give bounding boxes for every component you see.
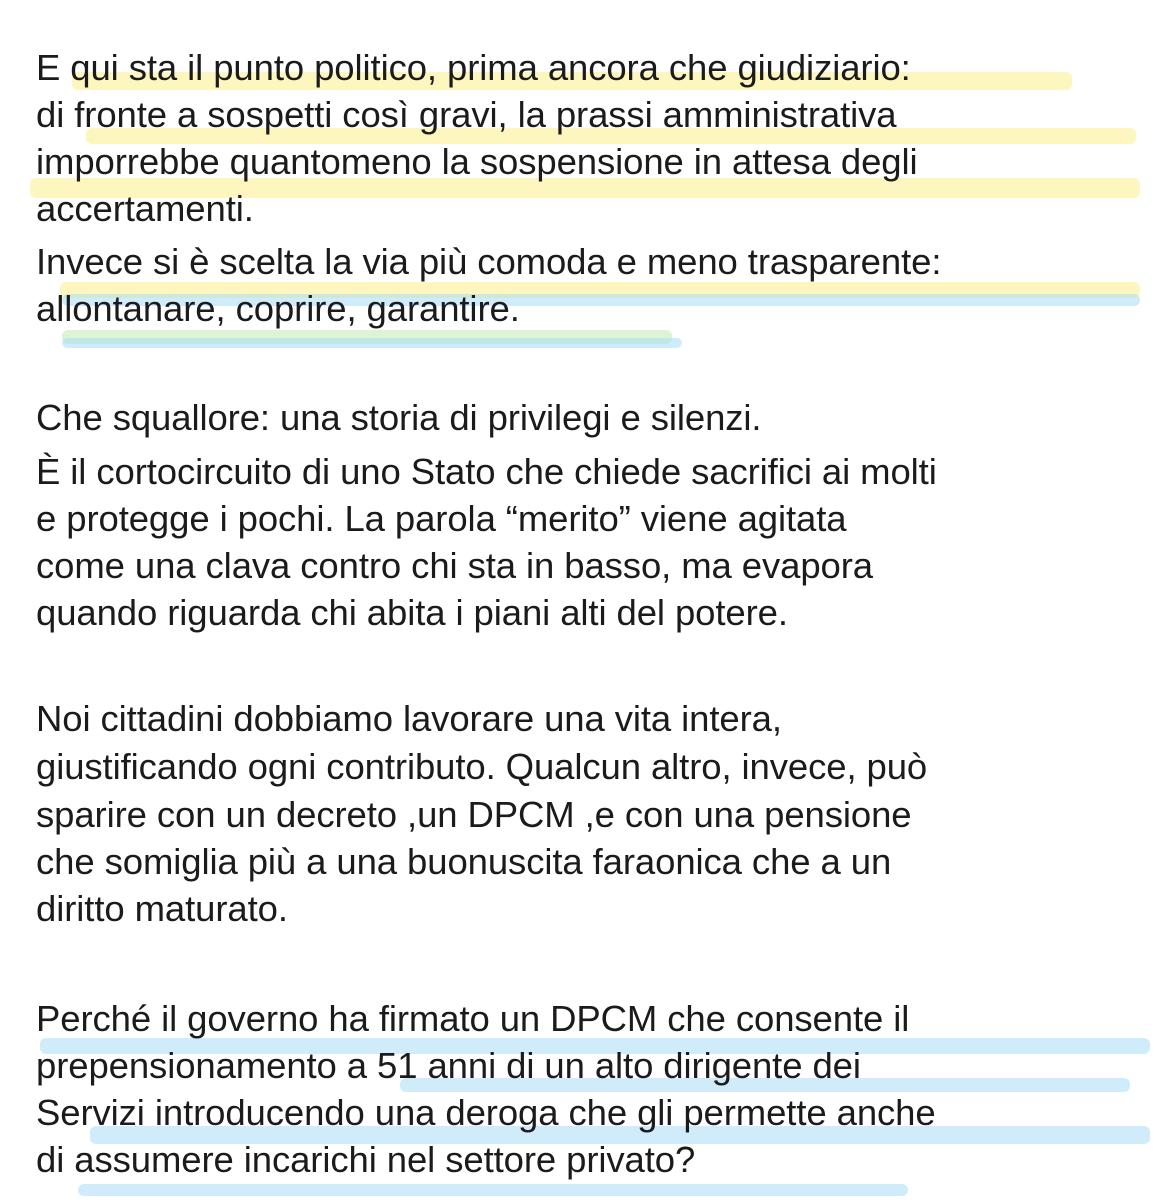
text-line: accertamenti. — [36, 188, 254, 229]
text-line: Noi cittadini dobbiamo lavorare una vita intera, — [36, 698, 782, 739]
text-line: quando riguarda chi abita i piani alti del potere. — [36, 592, 788, 633]
text-line: di assumere incarichi nel settore privato? — [36, 1139, 696, 1180]
text-line: e protegge i pochi. La parola “merito” viene agitata — [36, 498, 847, 539]
text-line: Perché il governo ha firmato un DPCM che consente il — [36, 998, 910, 1039]
text-line: allontanare, coprire, garantire. — [36, 288, 520, 329]
text-line: E qui sta il punto politico, prima ancora che giudiziario: — [36, 47, 911, 88]
text-line: giustificando ogni contributo. Qualcun altro, invece, può — [36, 746, 928, 787]
text-line: diritto maturato. — [36, 888, 288, 929]
text-line: Che squallore: una storia di privilegi e silenzi. — [36, 397, 762, 438]
text-line: come una clava contro chi sta in basso, ma evapora — [36, 545, 873, 586]
text-line: È il cortocircuito di uno Stato che chiede sacrifici ai molti — [36, 451, 937, 492]
text-line: sparire con un decreto ,un DPCM ,e con una pensione — [36, 794, 912, 835]
highlight-stroke — [78, 1184, 908, 1196]
text-line: Servizi introducendo una deroga che gli permette anche — [36, 1092, 936, 1133]
text-line: che somiglia più a una buonuscita faraonica che a un — [36, 841, 892, 882]
text-line: Invece si è scelta la via più comoda e meno trasparente: — [36, 241, 942, 282]
text-line: imporrebbe quantomeno la sospensione in attesa degli — [36, 141, 918, 182]
text-line: di fronte a sospetti così gravi, la prassi amministrativa — [36, 94, 897, 135]
highlight-stroke — [62, 338, 682, 348]
text-line: prepensionamento a 51 anni di un alto dirigente dei — [36, 1045, 861, 1086]
